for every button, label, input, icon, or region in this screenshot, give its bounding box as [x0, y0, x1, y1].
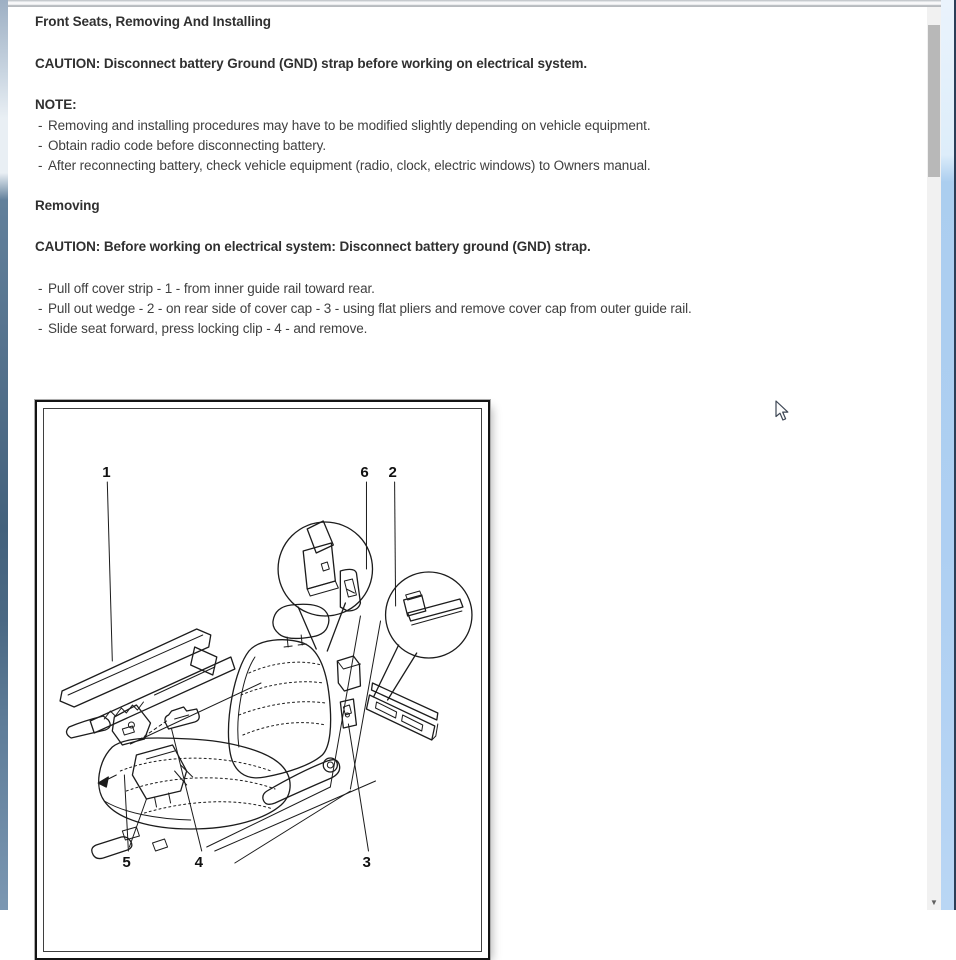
callout-3: 3 — [362, 854, 371, 871]
step-text: Pull out wedge - 2 - on rear side of cover cap - 3 - using flat pliers and remove cover cap from outer guide rail. — [48, 301, 692, 316]
mouse-cursor-icon — [775, 400, 795, 424]
caution-battery-text: CAUTION: Disconnect battery Ground (GND) strap before working on electrical system. — [35, 56, 588, 71]
seat-mount-fitting — [337, 656, 360, 728]
background-window-edge-left — [0, 0, 8, 910]
callout-1: 1 — [102, 464, 111, 481]
note-item — [35, 156, 928, 176]
release-lever-assembly — [67, 705, 200, 859]
vertical-scrollbar-track[interactable] — [927, 7, 941, 910]
note-item — [35, 136, 928, 156]
top-window-edge — [8, 0, 941, 7]
caution-removing-text: CAUTION: Before working on electrical system: Disconnect battery ground (GND) strap. — [35, 239, 591, 254]
seat — [99, 604, 340, 851]
document-body — [8, 7, 928, 339]
cover-strip-and-inner-rail — [60, 629, 261, 744]
bullet-dash: - — [38, 281, 43, 296]
seat-frame-lines — [207, 616, 381, 863]
note-text: Obtain radio code before disconnecting battery. — [48, 138, 326, 153]
seat-exploded-diagram — [44, 409, 481, 951]
note-label: NOTE: — [35, 97, 77, 112]
note-list — [35, 116, 928, 176]
note-item — [35, 116, 928, 136]
step-item — [35, 319, 928, 339]
page-title: Front Seats, Removing And Installing — [35, 14, 271, 29]
step-text: Pull off cover strip - 1 - from inner guide rail toward rear. — [48, 281, 375, 296]
detail-circle-cover-cap — [374, 572, 472, 700]
removing-step-list — [35, 279, 928, 339]
step-item — [35, 299, 928, 319]
wedge-bracket — [340, 569, 360, 611]
callout-6: 6 — [360, 464, 369, 481]
bullet-dash: - — [38, 158, 43, 173]
scroll-down-arrow-icon: ▼ — [930, 898, 938, 907]
bullet-dash: - — [38, 138, 43, 153]
callout-4: 4 — [194, 854, 204, 871]
section-heading-removing: Removing — [35, 198, 100, 213]
callout-2: 2 — [388, 464, 397, 481]
note-text: After reconnecting battery, check vehicle equipment (radio, clock, electric windows) to Owners manual. — [48, 158, 651, 173]
callout-5: 5 — [122, 854, 131, 871]
vertical-scrollbar-thumb[interactable] — [928, 25, 940, 177]
step-item — [35, 279, 928, 299]
bullet-dash: - — [38, 301, 43, 316]
outer-guide-rail-right — [366, 683, 437, 740]
seat-diagram-figure — [35, 400, 490, 960]
note-text: Removing and installing procedures may have to be modified slightly depending on vehicle equipment. — [48, 118, 651, 133]
bullet-dash: - — [38, 118, 43, 133]
scrollbar-down-button[interactable] — [927, 895, 941, 910]
bullet-dash: - — [38, 321, 43, 336]
background-window-edge-right — [941, 0, 956, 910]
seat-diagram-inner-frame — [43, 408, 482, 952]
step-text: Slide seat forward, press locking clip - 4 - and remove. — [48, 321, 368, 336]
